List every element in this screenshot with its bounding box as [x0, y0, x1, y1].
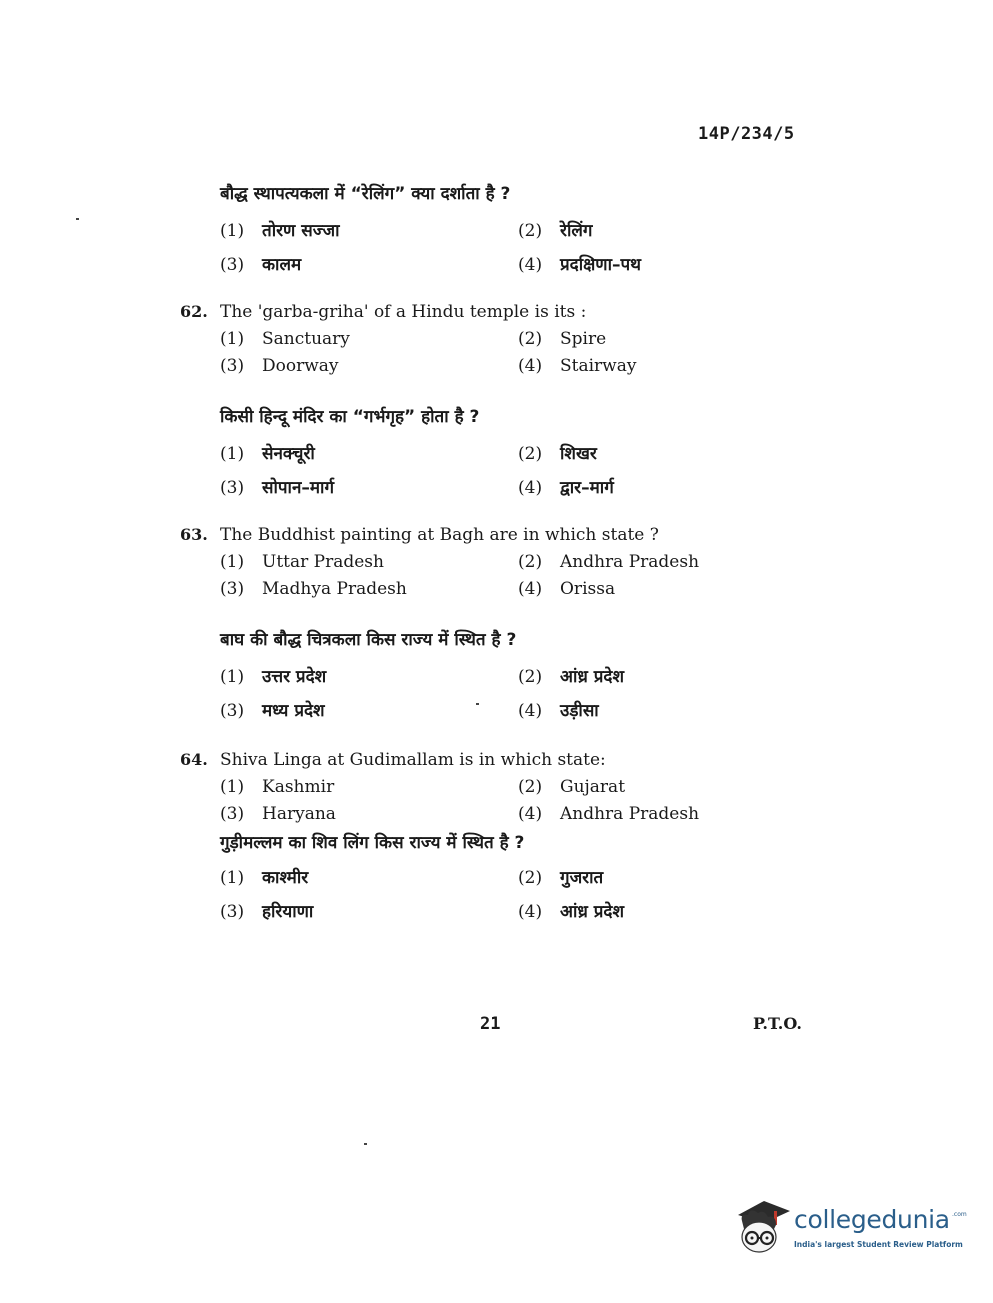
- option-text: गुजरात: [560, 868, 604, 888]
- option-label: (2): [518, 329, 543, 349]
- option-text: Andhra Pradesh: [560, 552, 700, 572]
- option-text: Orissa: [560, 579, 616, 599]
- option-2: [518, 549, 816, 576]
- option-3: [220, 895, 518, 929]
- option-3: [220, 694, 518, 728]
- mascot-icon: [734, 1195, 794, 1257]
- option-text: Doorway: [262, 356, 339, 376]
- option-label: (2): [518, 777, 543, 797]
- question-block-hindi-railing: [180, 180, 820, 282]
- option-row: [180, 326, 820, 353]
- question-62-hindi: [180, 403, 820, 505]
- option-2: [518, 861, 816, 895]
- option-2: [518, 437, 816, 471]
- option-text: द्वार–मार्ग: [560, 478, 614, 498]
- option-text: शिखर: [560, 444, 597, 464]
- option-4: [518, 353, 816, 380]
- option-label: (1): [220, 329, 245, 349]
- option-3: [220, 471, 518, 505]
- question-line: [180, 829, 820, 857]
- option-text: Andhra Pradesh: [560, 804, 700, 824]
- option-text: प्रदक्षिणा–पथ: [560, 255, 642, 275]
- option-row: [180, 471, 820, 505]
- option-row: [180, 895, 820, 929]
- option-text: Madhya Pradesh: [262, 579, 407, 599]
- option-text: Gujarat: [560, 777, 626, 797]
- option-label: (3): [220, 356, 245, 376]
- collegedunia-logo: [734, 1195, 967, 1261]
- option-3: [220, 353, 518, 380]
- option-4: [518, 248, 816, 282]
- question-text: The Buddhist painting at Bagh are in which state ?: [220, 525, 659, 545]
- question-line: [180, 298, 820, 326]
- option-row: [180, 353, 820, 380]
- option-1: [220, 549, 518, 576]
- option-row: [180, 694, 820, 728]
- option-label: (3): [220, 255, 245, 275]
- option-label: (1): [220, 221, 245, 241]
- question-line: [180, 746, 820, 774]
- option-text: मध्य प्रदेश: [262, 701, 325, 721]
- option-1: [220, 660, 518, 694]
- option-label: (4): [518, 701, 543, 721]
- option-label: (3): [220, 701, 245, 721]
- option-text: सेनक्चूरी: [262, 444, 315, 464]
- question-text: Shiva Linga at Gudimallam is in which state:: [220, 750, 606, 770]
- option-3: [220, 576, 518, 603]
- option-4: [518, 694, 816, 728]
- option-2: [518, 774, 816, 801]
- option-2: [518, 660, 816, 694]
- option-1: [220, 437, 518, 471]
- question-text: गुड़ीमल्लम का शिव लिंग किस राज्य में स्थित है ?: [220, 833, 525, 853]
- option-row: [180, 437, 820, 471]
- option-text: उड़ीसा: [560, 701, 599, 721]
- question-62-english: [180, 298, 820, 380]
- option-2: [518, 326, 816, 353]
- question-text: किसी हिन्दू मंदिर का “गर्भगृह” होता है ?: [220, 407, 480, 427]
- option-label: (1): [220, 552, 245, 572]
- option-label: (4): [518, 478, 543, 498]
- option-label: (4): [518, 902, 543, 922]
- option-label: (4): [518, 255, 543, 275]
- question-number: 62.: [180, 302, 208, 321]
- question-line: [180, 180, 820, 208]
- option-text: आंध्र प्रदेश: [560, 667, 625, 687]
- option-row: [180, 248, 820, 282]
- option-label: (3): [220, 478, 245, 498]
- option-label: (4): [518, 579, 543, 599]
- question-text: The 'garba-griha' of a Hindu temple is its :: [220, 302, 587, 322]
- option-1: [220, 861, 518, 895]
- option-text: Haryana: [262, 804, 336, 824]
- option-label: (4): [518, 356, 543, 376]
- logo-tagline: India's largest Student Review Platform: [794, 1240, 963, 1249]
- option-label: (2): [518, 667, 543, 687]
- question-line: [180, 521, 820, 549]
- option-label: (2): [518, 444, 543, 464]
- option-text: सोपान–मार्ग: [262, 478, 335, 498]
- question-line: [180, 403, 820, 431]
- option-label: (1): [220, 868, 245, 888]
- option-1: [220, 214, 518, 248]
- scan-speck: [476, 703, 479, 705]
- option-text: काश्मीर: [262, 868, 309, 888]
- option-row: [180, 774, 820, 801]
- option-3: [220, 248, 518, 282]
- option-text: उत्तर प्रदेश: [262, 667, 327, 687]
- question-number: 63.: [180, 525, 208, 544]
- option-label: (4): [518, 804, 543, 824]
- scan-speck: [364, 1143, 367, 1145]
- option-row: [180, 801, 820, 828]
- option-row: [180, 861, 820, 895]
- option-text: तोरण सज्जा: [262, 221, 340, 241]
- option-label: (3): [220, 804, 245, 824]
- option-1: [220, 326, 518, 353]
- scan-speck: [76, 218, 79, 220]
- question-64-english: [180, 746, 820, 828]
- option-4: [518, 801, 816, 828]
- page-number: 21: [480, 1014, 501, 1034]
- option-text: Sanctuary: [262, 329, 350, 349]
- option-label: (1): [220, 777, 245, 797]
- option-text: हरियाणा: [262, 902, 314, 922]
- option-label: (2): [518, 552, 543, 572]
- option-row: [180, 576, 820, 603]
- option-4: [518, 471, 816, 505]
- question-63-english: [180, 521, 820, 603]
- option-row: [180, 660, 820, 694]
- option-4: [518, 576, 816, 603]
- option-text: Uttar Pradesh: [262, 552, 384, 572]
- option-3: [220, 801, 518, 828]
- option-2: [518, 214, 816, 248]
- option-label: (1): [220, 444, 245, 464]
- option-4: [518, 895, 816, 929]
- option-text: रेलिंग: [560, 221, 593, 241]
- option-1: [220, 774, 518, 801]
- logo-domain-suffix: .com: [952, 1211, 967, 1218]
- logo-wordmark: collegedunia: [794, 1205, 950, 1234]
- option-text: Stairway: [560, 356, 637, 376]
- question-number: 64.: [180, 750, 208, 769]
- question-text: बाघ की बौद्ध चित्रकला किस राज्य में स्थित है ?: [220, 630, 517, 650]
- pto-label: P.T.O.: [753, 1014, 802, 1033]
- page-code: 14P/234/5: [698, 124, 795, 144]
- question-64-hindi: [180, 829, 820, 929]
- option-text: Spire: [560, 329, 607, 349]
- question-63-hindi: [180, 626, 820, 728]
- option-label: (2): [518, 221, 543, 241]
- option-row: [180, 214, 820, 248]
- question-text: बौद्ध स्थापत्यकला में “रेलिंग” क्या दर्शाता है ?: [220, 184, 511, 204]
- option-label: (1): [220, 667, 245, 687]
- question-line: [180, 626, 820, 654]
- option-row: [180, 549, 820, 576]
- option-label: (3): [220, 579, 245, 599]
- option-label: (2): [518, 868, 543, 888]
- option-text: Kashmir: [262, 777, 335, 797]
- option-label: (3): [220, 902, 245, 922]
- option-text: कालम: [262, 255, 302, 275]
- option-text: आंध्र प्रदेश: [560, 902, 625, 922]
